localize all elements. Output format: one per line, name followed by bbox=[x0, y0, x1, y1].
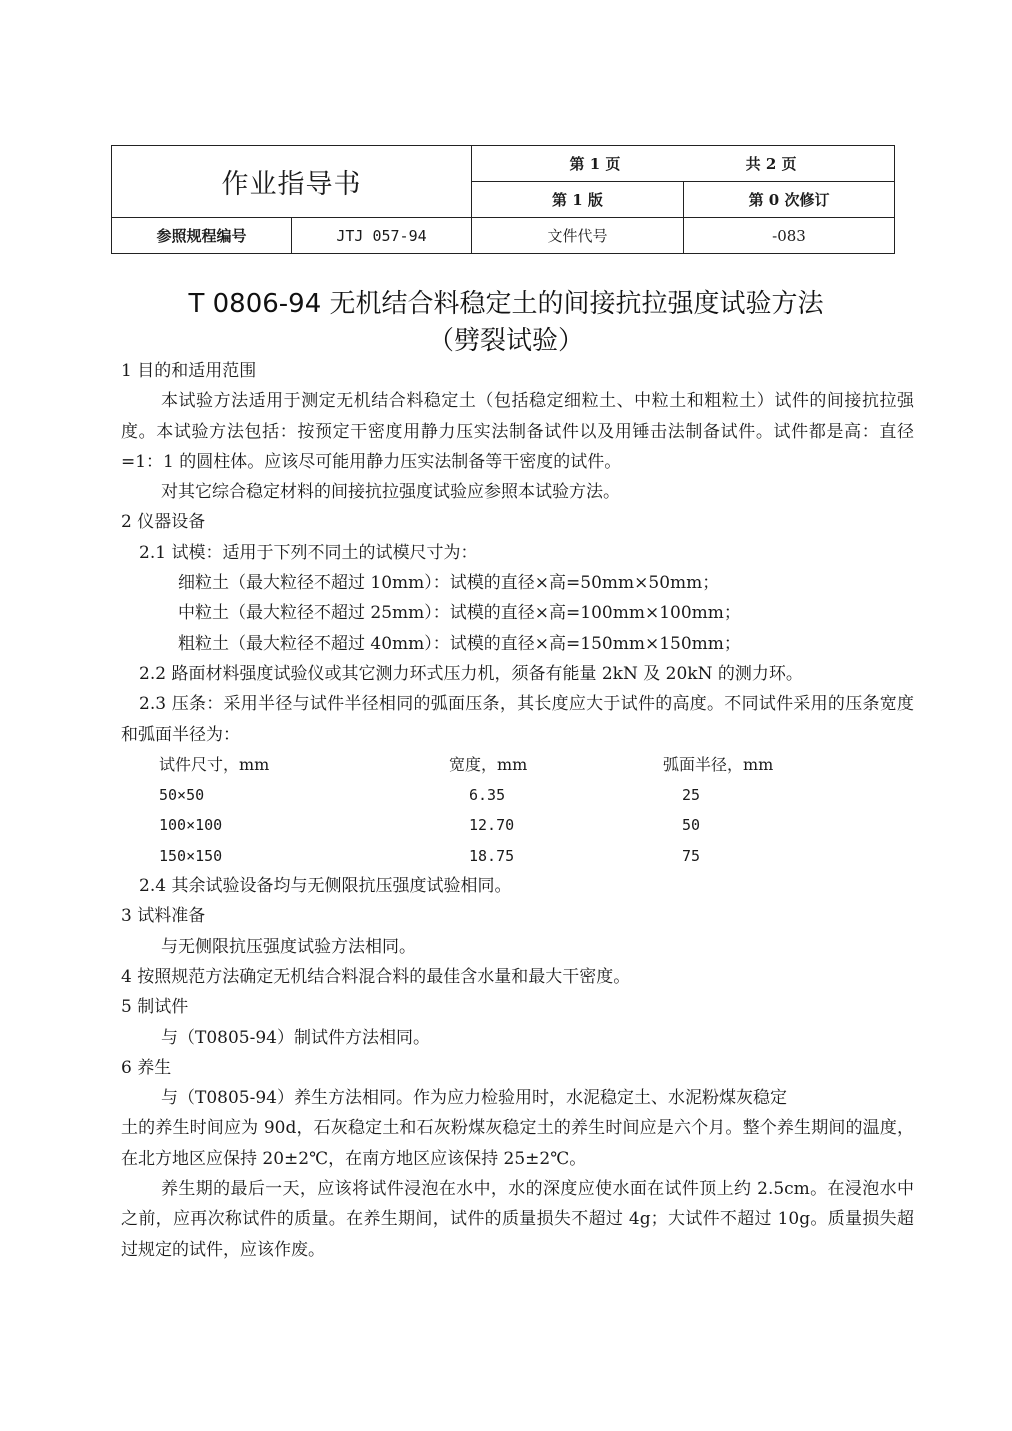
document-title-line2: （劈裂试验） bbox=[427, 326, 584, 356]
bar-spec-table bbox=[159, 750, 863, 871]
revision-cell: 第 0 次修订 bbox=[684, 182, 895, 218]
paragraph-curing-a: 与（T0805-94）养生方法相同。作为应力检验用时，水泥稳定土、水泥粉煤灰稳定 bbox=[161, 1088, 787, 1109]
subsection-2-2: 2.2 路面材料强度试验仪或其它测力环式压力机，须备有能量 2kN 及 20kN 的测力环。 bbox=[139, 663, 803, 684]
subsection-2-1: 2.1 试模：适用于下列不同土的试模尺寸为： bbox=[139, 542, 478, 563]
table-cell: 100×100 bbox=[159, 816, 223, 835]
paragraph-sample-prep: 与无侧限抗压强度试验方法相同。 bbox=[161, 936, 416, 957]
table-cell: 18.75 bbox=[469, 846, 515, 865]
page-total: 共 2 页 bbox=[745, 155, 797, 173]
doc-label-cell: 文件代号 bbox=[472, 218, 684, 254]
table-cell: 25 bbox=[682, 786, 701, 805]
table-row bbox=[159, 841, 863, 871]
paragraph-soaking: 养生期的最后一天，应该将试件浸泡在水中，水的深度应使水面在试件顶上约 2.5cm。在浸泡水中之前，应再次称试件的质量。在养生期间，试件的质量损失不超过 4g；大试件不超过 10g。质量损失超过规定的试件，应该作废。 bbox=[121, 1179, 914, 1260]
page-info bbox=[472, 146, 895, 182]
table-header-cell: 弧面半径，mm bbox=[663, 754, 774, 774]
paragraph-scope: 本试验方法适用于测定无机结合料稳定土（包括稳定细粒土、中粒土和粗粒土）试件的间接抗拉强度。本试验方法包括：按预定干密度用静力压实法制备试件以及用锤击法制备试件。试件都是高：直径=1：1 的圆柱体。应该尽可能用静力压实法制备等干密度的试件。 bbox=[121, 391, 914, 472]
table-row bbox=[159, 780, 863, 810]
mold-coarse: 粗粒土（最大粒径不超过 40mm）：试模的直径×高=150mm×150mm； bbox=[178, 633, 741, 654]
section-heading-2: 2 仪器设备 bbox=[121, 512, 206, 533]
section-heading-4: 4 按照规范方法确定无机结合料混合料的最佳含水量和最大干密度。 bbox=[121, 966, 631, 987]
doc-type-title: 作业指导书 bbox=[112, 146, 472, 218]
paragraph-reference: 对其它综合稳定材料的间接抗拉强度试验应参照本试验方法。 bbox=[161, 482, 620, 503]
table-row bbox=[159, 810, 863, 840]
paragraph-specimen: 与（T0805-94）制试件方法相同。 bbox=[161, 1027, 430, 1048]
section-heading-3: 3 试料准备 bbox=[121, 906, 206, 927]
section-heading-1: 1 目的和适用范围 bbox=[121, 361, 257, 381]
ref-label-cell: 参照规程编号 bbox=[112, 218, 292, 254]
table-cell: 12.70 bbox=[469, 816, 515, 835]
subsection-2-4: 2.4 其余试验设备均与无侧限抗压强度试验相同。 bbox=[139, 876, 512, 897]
header-table bbox=[111, 145, 895, 254]
paragraph-curing-b: 土的养生时间应为 90d，石灰稳定土和石灰粉煤灰稳定土的养生时间应是六个月。整个养生期间的温度，在北方地区应保持 20±2℃，在南方地区应该保持 25±2℃。 bbox=[121, 1118, 914, 1169]
mold-medium: 中粒土（最大粒径不超过 25mm）：试模的直径×高=100mm×100mm； bbox=[178, 603, 741, 624]
section-heading-6: 6 养生 bbox=[121, 1057, 172, 1078]
section-heading-5: 5 制试件 bbox=[121, 997, 189, 1018]
table-cell: 75 bbox=[682, 846, 701, 865]
table-cell: 6.35 bbox=[469, 786, 506, 805]
table-cell: 50×50 bbox=[159, 786, 205, 805]
table-cell: 150×150 bbox=[159, 846, 223, 865]
document-body bbox=[121, 356, 914, 1265]
table-header-cell: 试件尺寸，mm bbox=[159, 754, 270, 774]
table-header-row bbox=[159, 750, 863, 780]
subsection-2-3: 2.3 压条：采用半径与试件半径相同的弧面压条，其长度应大于试件的高度。不同试件采用的压条宽度和弧面半径为： bbox=[121, 694, 914, 745]
ref-value-cell: JTJ 057-94 bbox=[292, 218, 472, 254]
document-title-line1: T 0806-94 无机结合料稳定土的间接抗拉强度试验方法 bbox=[188, 289, 824, 319]
table-header-cell: 宽度，mm bbox=[449, 754, 528, 774]
page-current: 第 1 页 bbox=[569, 155, 621, 173]
edition-cell: 第 1 版 bbox=[472, 182, 684, 218]
mold-fine: 细粒土（最大粒径不超过 10mm）：试模的直径×高=50mm×50mm； bbox=[178, 573, 720, 594]
doc-value-cell: -083 bbox=[684, 218, 895, 254]
table-cell: 50 bbox=[682, 816, 701, 835]
